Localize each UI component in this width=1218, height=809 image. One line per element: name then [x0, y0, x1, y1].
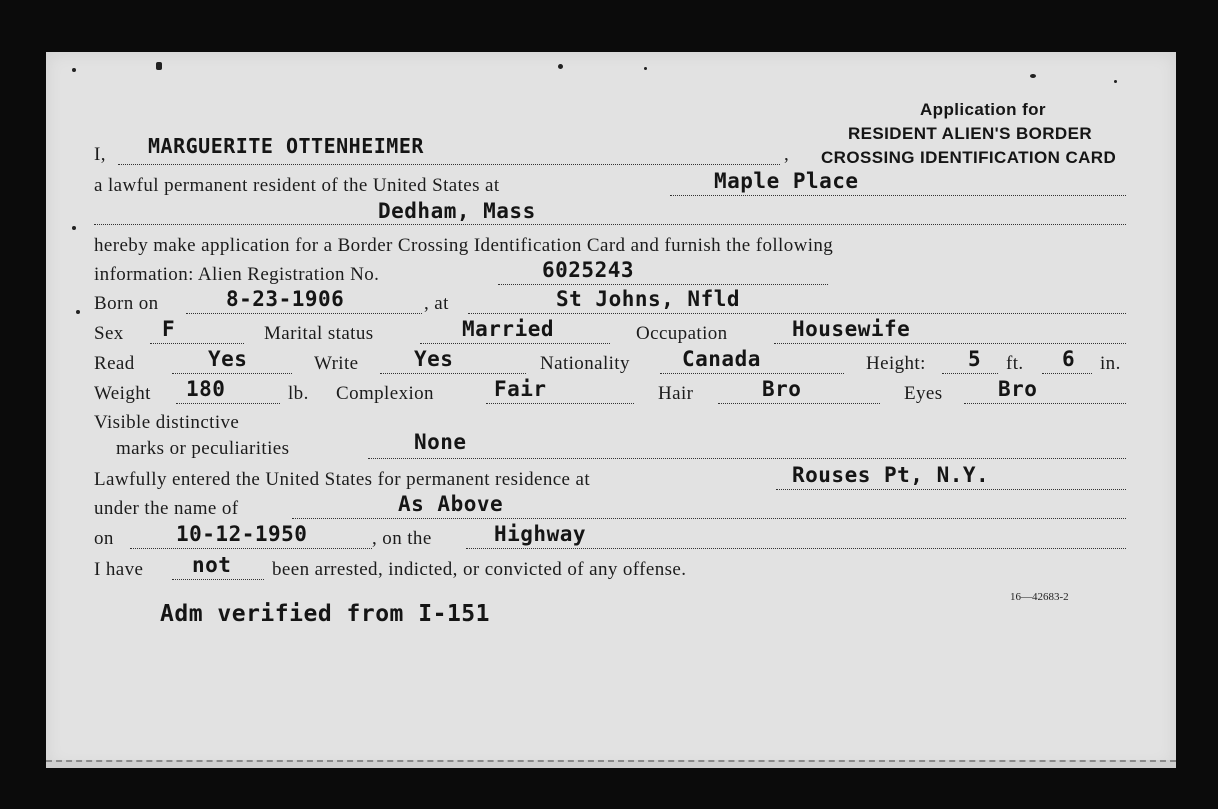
entry-via-line [466, 548, 1126, 549]
birth-place-line [468, 313, 1126, 314]
marital-status-line [420, 343, 610, 344]
entry-name-value: As Above [398, 492, 504, 516]
address2-line [94, 224, 1126, 225]
marks-value: None [414, 430, 467, 454]
nationality-line [660, 373, 844, 374]
arrested-line [172, 579, 264, 580]
label-lawfully-entered: Lawfully entered the United States for permanent residence at [94, 469, 591, 490]
arrested-value: not [192, 553, 232, 577]
speck [156, 62, 162, 70]
entry-date-line [130, 548, 372, 549]
entry-name-line [292, 518, 1126, 519]
label-on-the: , on the [372, 528, 432, 549]
label-weight: Weight [94, 383, 151, 404]
label-comma: , [784, 144, 790, 165]
label-read: Read [94, 353, 135, 374]
occupation-line [774, 343, 1126, 344]
label-complexion: Complexion [336, 383, 434, 404]
alien-registration-number: 6025243 [542, 258, 635, 282]
height-ft-line [942, 373, 998, 374]
label-ft: ft. [1006, 353, 1024, 374]
label-born-on: Born on [94, 293, 159, 314]
border-crossing-application-card [46, 52, 1176, 768]
applicant-name: MARGUERITE OTTENHEIMER [148, 134, 424, 158]
address-line1: Maple Place [714, 169, 859, 193]
label-marks-peculiarities: marks or peculiarities [116, 438, 290, 459]
speck [1030, 74, 1036, 78]
weight-value: 180 [186, 377, 226, 401]
label-nationality: Nationality [540, 353, 630, 374]
birth-date-line [186, 313, 422, 314]
speck [72, 68, 76, 72]
complexion-value: Fair [494, 377, 547, 401]
speck [644, 67, 647, 70]
height-ft-value: 5 [968, 347, 982, 371]
height-in-value: 6 [1062, 347, 1076, 371]
name-line [118, 164, 780, 165]
label-lb: lb. [288, 383, 309, 404]
card-bottom-edge [46, 760, 1176, 768]
sex-value: F [162, 317, 176, 341]
eyes-value: Bro [998, 377, 1038, 401]
form-number: 16—42683-2 [1010, 591, 1069, 603]
speck [1114, 80, 1117, 83]
label-marital-status: Marital status [264, 323, 374, 344]
height-in-line [1042, 373, 1092, 374]
verification-note: Adm verified from I-151 [160, 601, 490, 627]
label-in: in. [1100, 353, 1121, 374]
sex-line [150, 343, 244, 344]
hair-line [718, 403, 880, 404]
label-write: Write [314, 353, 359, 374]
read-value: Yes [208, 347, 248, 371]
header-application-for: Application for [920, 100, 1046, 119]
header-crossing-identification-card: CROSSING IDENTIFICATION CARD [821, 148, 1117, 167]
hair-value: Bro [762, 377, 802, 401]
label-visible-distinctive: Visible distinctive [94, 412, 240, 433]
birth-place: St Johns, Nfld [556, 287, 741, 311]
speck [76, 310, 80, 314]
label-sex: Sex [94, 323, 124, 344]
marital-status-value: Married [462, 317, 555, 341]
nationality-value: Canada [682, 347, 761, 371]
read-line [172, 373, 292, 374]
label-lawful-resident: a lawful permanent resident of the United States at [94, 175, 500, 196]
address1-line [670, 195, 1126, 196]
entry-place-line [776, 489, 1126, 490]
header-resident-aliens-border: RESIDENT ALIEN'S BORDER [848, 124, 1093, 143]
speck [72, 226, 76, 230]
label-been-arrested: been arrested, indicted, or convicted of any offense. [272, 559, 687, 580]
label-under-name: under the name of [94, 498, 239, 519]
eyes-line [964, 403, 1126, 404]
entry-date-value: 10-12-1950 [176, 522, 308, 546]
speck [558, 64, 563, 69]
label-at: , at [424, 293, 449, 314]
label-i: I, [94, 144, 106, 165]
marks-line [368, 458, 1126, 459]
label-occupation: Occupation [636, 323, 728, 344]
weight-line [176, 403, 280, 404]
write-value: Yes [414, 347, 454, 371]
label-hair: Hair [658, 383, 694, 404]
entry-via-value: Highway [494, 522, 587, 546]
label-alien-registration: information: Alien Registration No. [94, 264, 380, 285]
write-line [380, 373, 526, 374]
complexion-line [486, 403, 634, 404]
alien-reg-line [498, 284, 828, 285]
label-on: on [94, 528, 114, 549]
entry-place-value: Rouses Pt, N.Y. [792, 463, 990, 487]
label-i-have: I have [94, 559, 144, 580]
birth-date: 8-23-1906 [226, 287, 345, 311]
label-hereby: hereby make application for a Border Crossing Identification Card and furnish the following [94, 235, 834, 256]
address-line2: Dedham, Mass [378, 199, 536, 223]
label-eyes: Eyes [904, 383, 943, 404]
occupation-value: Housewife [792, 317, 911, 341]
label-height: Height: [866, 353, 926, 374]
